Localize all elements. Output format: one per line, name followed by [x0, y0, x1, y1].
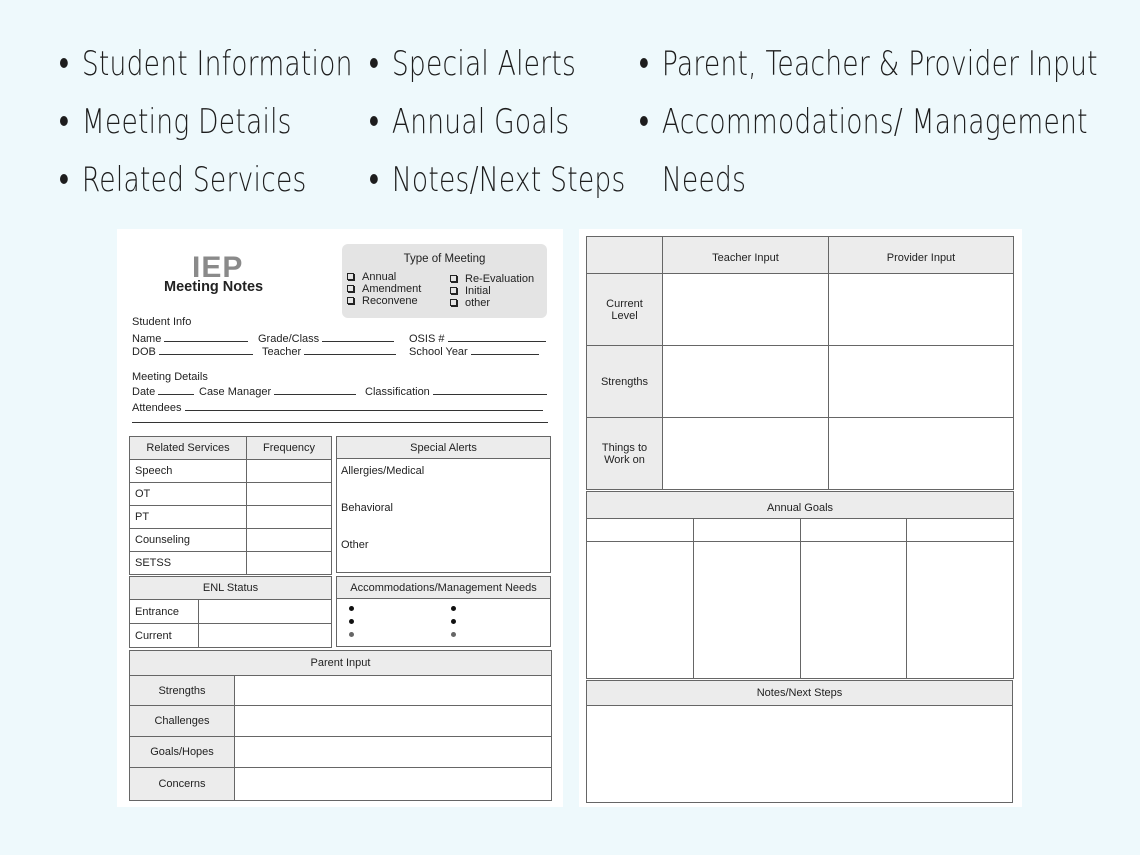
- parent-input-cell[interactable]: [235, 706, 552, 737]
- accommodations-box: [336, 576, 551, 647]
- bullet-icon: [370, 116, 378, 126]
- goal-header-cell[interactable]: [587, 519, 694, 542]
- related-services-header: Related Services: [130, 437, 247, 460]
- bullet-icon: [60, 174, 68, 184]
- teacher-input-cell[interactable]: [663, 346, 829, 418]
- parent-input-cell[interactable]: [235, 676, 552, 706]
- bullet-icon: [349, 619, 354, 624]
- type-of-meeting-heading: Type of Meeting: [403, 253, 486, 265]
- dob-field[interactable]: DOB: [132, 346, 253, 358]
- parent-input-cell[interactable]: [235, 737, 552, 768]
- parent-row-label: Concerns: [130, 768, 235, 801]
- attendees-line-2: [132, 422, 548, 423]
- input-row-label: Current Level: [587, 274, 663, 346]
- iep-form-page-1: [117, 229, 563, 807]
- provider-input-cell[interactable]: [829, 346, 1014, 418]
- enl-status-table: [129, 576, 332, 648]
- input-row-label: Strengths: [587, 346, 663, 418]
- feature-item: Student Information: [60, 40, 353, 98]
- checkbox-icon: [347, 273, 354, 280]
- name-field[interactable]: Name: [132, 333, 248, 345]
- form-subtitle: Meeting Notes: [164, 279, 264, 295]
- annual-goals-header: Annual Goals: [587, 492, 1014, 519]
- meeting-details-heading: Meeting Details: [132, 371, 208, 383]
- enl-status-header: ENL Status: [130, 577, 332, 600]
- attendees-field[interactable]: Attendees: [132, 402, 543, 414]
- feature-list: [60, 40, 1120, 210]
- feature-item-continuation: Needs: [661, 160, 747, 200]
- classification-field[interactable]: Classification: [365, 386, 547, 398]
- date-field[interactable]: Date: [132, 386, 194, 398]
- goal-header-cell[interactable]: [907, 519, 1014, 542]
- bullet-icon: [370, 58, 378, 68]
- feature-item: Meeting Details: [60, 98, 353, 156]
- bullet-icon: [60, 58, 68, 68]
- checkbox-icon: [347, 285, 354, 292]
- osis-field[interactable]: OSIS #: [409, 333, 546, 345]
- teacher-input-cell[interactable]: [663, 418, 829, 490]
- bullet-icon: [451, 606, 456, 611]
- bullet-icon: [640, 58, 648, 68]
- bullet-icon: [370, 174, 378, 184]
- checkbox-option[interactable]: other: [450, 297, 490, 309]
- parent-row-label: Challenges: [130, 706, 235, 737]
- frequency-header: Frequency: [247, 437, 332, 460]
- enl-row-label: Current: [130, 624, 199, 648]
- feature-item: Notes/Next Steps: [370, 156, 626, 214]
- bullet-icon: [640, 116, 648, 126]
- notes-header: Notes/Next Steps: [587, 681, 1013, 706]
- grade-class-field[interactable]: Grade/Class: [258, 333, 394, 345]
- parent-row-label: Goals/Hopes: [130, 737, 235, 768]
- parent-row-label: Strengths: [130, 676, 235, 706]
- service-row-label: Counseling: [130, 529, 247, 552]
- service-row-label: Speech: [130, 460, 247, 483]
- checkbox-icon: [450, 299, 457, 306]
- goal-header-cell[interactable]: [801, 519, 907, 542]
- goal-cell[interactable]: [694, 542, 801, 679]
- bullet-icon: [60, 116, 68, 126]
- enl-value-cell[interactable]: [199, 624, 332, 648]
- bullet-icon: [349, 606, 354, 611]
- student-info-heading: Student Info: [132, 316, 192, 328]
- frequency-cell[interactable]: [247, 529, 332, 552]
- service-row-label: SETSS: [130, 552, 247, 575]
- input-table: [586, 236, 1014, 490]
- type-of-meeting-box: [342, 244, 547, 318]
- alert-allergies-label: Allergies/Medical: [341, 465, 425, 477]
- checkbox-option[interactable]: Amendment: [347, 283, 421, 295]
- frequency-cell[interactable]: [247, 506, 332, 529]
- alert-other-label: Other: [341, 539, 369, 551]
- checkbox-icon: [450, 275, 457, 282]
- accommodations-header: Accommodations/Management Needs: [337, 577, 550, 599]
- iep-form-page-2: [579, 229, 1022, 807]
- service-row-label: PT: [130, 506, 247, 529]
- input-row-label: Things to Work on: [587, 418, 663, 490]
- related-services-table: [129, 436, 332, 575]
- checkbox-option[interactable]: Re-Evaluation: [450, 273, 534, 285]
- feature-item: Special Alerts: [370, 40, 626, 98]
- feature-item: Accommodations/ Management: [640, 98, 1098, 156]
- bullet-icon: [451, 632, 456, 637]
- goal-cell[interactable]: [907, 542, 1014, 679]
- frequency-cell[interactable]: [247, 483, 332, 506]
- notes-table: [586, 680, 1013, 803]
- checkbox-icon: [347, 297, 354, 304]
- bullet-icon: [451, 619, 456, 624]
- teacher-input-cell[interactable]: [663, 274, 829, 346]
- parent-input-cell[interactable]: [235, 768, 552, 801]
- feature-item: Related Services: [60, 156, 353, 214]
- checkbox-option[interactable]: Initial: [450, 285, 491, 297]
- feature-item: Parent, Teacher & Provider Input: [640, 40, 1098, 98]
- form-title: IEP: [192, 251, 244, 284]
- special-alerts-box: [336, 436, 551, 573]
- checkbox-icon: [450, 287, 457, 294]
- goal-header-cell[interactable]: [694, 519, 801, 542]
- goal-cell[interactable]: [801, 542, 907, 679]
- case-manager-field[interactable]: Case Manager: [199, 386, 356, 398]
- checkbox-option[interactable]: Annual: [347, 271, 396, 283]
- special-alerts-header: Special Alerts: [337, 437, 550, 459]
- enl-row-label: Entrance: [130, 600, 199, 624]
- goal-cell[interactable]: [587, 542, 694, 679]
- school-year-field[interactable]: School Year: [409, 346, 539, 358]
- teacher-input-header: Teacher Input: [663, 237, 829, 274]
- provider-input-cell[interactable]: [829, 418, 1014, 490]
- provider-input-header: Provider Input: [829, 237, 1014, 274]
- teacher-field[interactable]: Teacher: [262, 346, 396, 358]
- bullet-icon: [349, 632, 354, 637]
- parent-input-table: [129, 650, 552, 801]
- feature-column-3: [640, 40, 1140, 214]
- corner-cell: [587, 237, 663, 274]
- frequency-cell[interactable]: [247, 552, 332, 575]
- annual-goals-table: [586, 491, 1014, 679]
- provider-input-cell[interactable]: [829, 274, 1014, 346]
- notes-cell[interactable]: [587, 706, 1013, 803]
- checkbox-option[interactable]: Reconvene: [347, 295, 418, 307]
- frequency-cell[interactable]: [247, 460, 332, 483]
- service-row-label: OT: [130, 483, 247, 506]
- alert-behavioral-label: Behavioral: [341, 502, 393, 514]
- parent-input-header: Parent Input: [130, 651, 552, 676]
- feature-item: Annual Goals: [370, 98, 626, 156]
- enl-value-cell[interactable]: [199, 600, 332, 624]
